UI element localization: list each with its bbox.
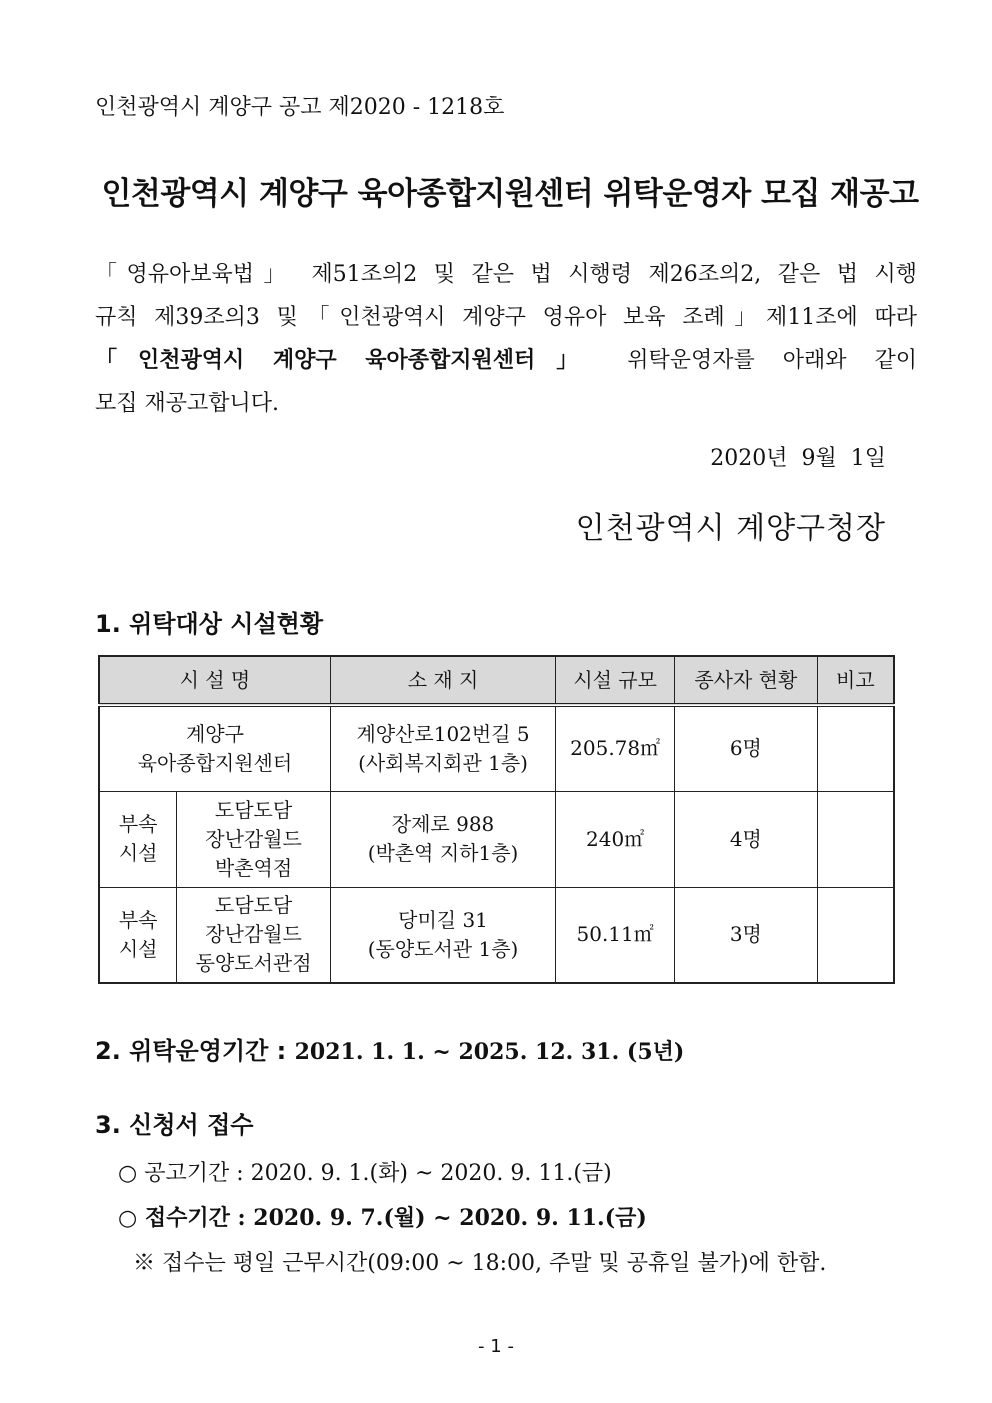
section-1-heading: 1. 위탁대상 시설현황 (95, 610, 323, 638)
notice-period: ○ 공고기간 : 2020. 9. 1.(화) ~ 2020. 9. 11.(금) (118, 1161, 612, 1186)
header-address: 소 재 지 (330, 656, 555, 705)
table-row (99, 887, 894, 983)
facility-name-line: 박촌역점 (214, 855, 293, 880)
facility-note (817, 791, 894, 887)
notice-date: 2020년 9월 1일 (710, 446, 886, 471)
category-line: 시설 (118, 841, 158, 865)
intro-line-3-rest: 위탁운영자를 아래와 같이 (627, 348, 917, 373)
table-row (99, 705, 894, 791)
facility-name-line: 장난감월드 (205, 922, 302, 947)
address-line: (사회복지회관 1층) (358, 750, 528, 775)
header-staff: 종사자 현황 (675, 656, 818, 705)
section-3-heading: 3. 신청서 접수 (95, 1111, 254, 1139)
address-line: 당미길 31 (398, 907, 488, 932)
intro-line-1: 「영유아보육법」 제51조의2 및 같은 법 시행령 제26조의2, 같은 법 시행 (95, 262, 917, 287)
application-note: ※ 접수는 평일 근무시간(09:00 ~ 18:00, 주말 및 공휴일 불가)에 한함. (133, 1251, 827, 1276)
intro-paragraph (95, 253, 917, 425)
facility-name-line: 계양구 (185, 721, 244, 746)
table-header-row (99, 656, 894, 705)
facility-name (99, 705, 330, 791)
section-2 (95, 1031, 684, 1066)
operation-period: 2021. 1. 1. ~ 2025. 12. 31. (5년) (294, 1039, 685, 1065)
facility-name-line: 동양도서관점 (195, 951, 312, 976)
header-size: 시설 규모 (556, 656, 675, 705)
issuer: 인천광역시 계양구청장 (575, 511, 886, 546)
facility-size: 240㎡ (556, 791, 675, 887)
facility-staff: 3명 (675, 887, 818, 983)
category-line: 시설 (118, 936, 158, 961)
notice-number: 인천광역시 계양구 공고 제2020 - 1218호 (95, 95, 505, 120)
facility-table (98, 655, 895, 984)
category-line: 부속 (118, 907, 158, 932)
address-line: 장제로 988 (391, 812, 495, 836)
intro-facility-name: 「인천광역시 계양구 육아종합지원센터」 (95, 348, 600, 373)
intro-line-3 (95, 339, 917, 382)
address-line: (동양도서관 1층) (367, 936, 519, 961)
facility-staff: 6명 (675, 705, 818, 791)
facility-note (817, 887, 894, 983)
facility-name-line: 육아종합지원센터 (137, 750, 293, 775)
category-line: 부속 (118, 812, 158, 836)
facility-name (177, 791, 331, 887)
address-line: (박촌역 지하1층) (367, 841, 519, 865)
facility-size: 205.78㎡ (556, 705, 675, 791)
header-name: 시 설 명 (99, 656, 330, 705)
facility-address (330, 887, 555, 983)
facility-staff: 4명 (675, 791, 818, 887)
facility-name-line: 도담도담 (214, 797, 293, 822)
facility-name-line: 도담도담 (214, 893, 293, 918)
address-line: 계양산로102번길 5 (356, 721, 530, 746)
section-2-heading: 2. 위탁운영기간 : (95, 1037, 287, 1065)
facility-address (330, 791, 555, 887)
document-title: 인천광역시 계양구 육아종합지원센터 위탁운영자 모집 재공고 (101, 176, 919, 212)
facility-address (330, 705, 555, 791)
facility-category (99, 887, 177, 983)
intro-line-2: 규칙 제39조의3 및「인천광역시 계양구 영유아 보육 조례」제11조에 따라 (95, 305, 917, 330)
facility-size: 50.11㎡ (556, 887, 675, 983)
header-note: 비고 (817, 656, 894, 705)
facility-name-line: 장난감월드 (205, 826, 302, 851)
page-number: - 1 - (478, 1336, 514, 1357)
facility-name (177, 887, 331, 983)
table-row (99, 791, 894, 887)
application-period: ○ 접수기간 : 2020. 9. 7.(월) ~ 2020. 9. 11.(금) (118, 1205, 647, 1231)
intro-line-4: 모집 재공고합니다. (95, 391, 280, 416)
facility-note (817, 705, 894, 791)
facility-category (99, 791, 177, 887)
